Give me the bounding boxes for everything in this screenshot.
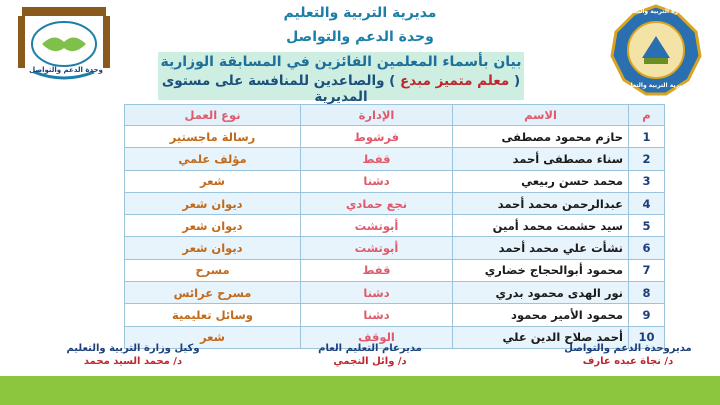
emblem-text-top: وزارة التربية والتعليم <box>624 8 688 15</box>
row-num: 8 <box>629 282 665 304</box>
row-admin: أبوتشت <box>301 237 453 259</box>
row-name: نور الهدى محمود بدري <box>453 282 629 304</box>
signature-center <box>290 342 450 368</box>
signature-name: د/ نجاة عبده عارف <box>582 356 674 367</box>
table-row <box>125 215 665 237</box>
table-row <box>125 148 665 170</box>
row-name: أحمد صلاح الدين علي <box>453 326 629 348</box>
row-name: حازم محمود مصطفى <box>453 126 629 148</box>
row-num: 9 <box>629 304 665 326</box>
signature-name: د/ وائل النجمي <box>333 356 407 367</box>
signature-name: د/ محمد السيد محمد <box>83 356 183 367</box>
table-row <box>125 126 665 148</box>
header-work: نوع العمل <box>125 105 301 126</box>
signature-left <box>48 342 218 368</box>
signature-title: مديرعام التعليم العام <box>318 343 422 354</box>
footer-bar <box>0 376 720 405</box>
row-admin: نجع حمادي <box>301 192 453 214</box>
signature-title: مديروحدة الدعم والتواصل <box>564 343 692 354</box>
row-name: محمود أبوالحجاج خضاري <box>453 259 629 281</box>
row-admin: قفط <box>301 148 453 170</box>
row-num: 4 <box>629 192 665 214</box>
row-num: 1 <box>629 126 665 148</box>
row-work: ديوان شعر <box>125 237 301 259</box>
row-work: رسالة ماجستير <box>125 126 301 148</box>
row-work: مؤلف علمي <box>125 148 301 170</box>
row-work: مسرح <box>125 259 301 281</box>
table-row <box>125 304 665 326</box>
directorate-heading: مديرية التربية والتعليم <box>283 5 437 21</box>
row-work: شعر <box>125 326 301 348</box>
subtitle-rest: ) والصاعدين للمنافسة على مستوى المديرية <box>161 73 401 105</box>
row-admin: قفط <box>301 259 453 281</box>
row-num: 7 <box>629 259 665 281</box>
row-work: وسائل تعليمية <box>125 304 301 326</box>
header-num: م <box>629 105 665 126</box>
row-name: محمود الأمير محمود <box>453 304 629 326</box>
emblem-text-bottom: مديرية التربية والتعليم <box>623 82 689 89</box>
signature-right <box>548 342 708 368</box>
header-admin: الإدارة <box>301 105 453 126</box>
row-num: 6 <box>629 237 665 259</box>
row-admin: دشنا <box>301 282 453 304</box>
title-banner <box>158 52 524 105</box>
row-name: نشأت علي محمد أحمد <box>453 237 629 259</box>
support-unit-logo <box>14 4 114 84</box>
row-name: سناء مصطفى أحمد <box>453 148 629 170</box>
row-num: 2 <box>629 148 665 170</box>
signature-title: وكيل وزارة التربية والتعليم <box>66 343 200 354</box>
document-subtitle <box>158 73 524 105</box>
table-row <box>125 192 665 214</box>
row-num: 5 <box>629 215 665 237</box>
row-name: عبدالرحمن محمد أحمد <box>453 192 629 214</box>
row-name: محمد حسن ربيعي <box>453 170 629 192</box>
row-work: شعر <box>125 170 301 192</box>
row-work: ديوان شعر <box>125 192 301 214</box>
row-admin: فرشوط <box>301 126 453 148</box>
table-header-row <box>125 105 665 126</box>
subtitle-open: ( <box>509 73 521 89</box>
row-name: سيد حشمت محمد أمين <box>453 215 629 237</box>
unit-heading: وحدة الدعم والتواصل <box>286 29 434 45</box>
winners-table <box>124 104 665 349</box>
table-row <box>125 237 665 259</box>
row-num: 3 <box>629 170 665 192</box>
row-work: ديوان شعر <box>125 215 301 237</box>
table-row <box>125 170 665 192</box>
row-admin: أبوتشت <box>301 215 453 237</box>
table-row <box>125 282 665 304</box>
category-highlight: معلم متميز مبدع <box>400 73 510 89</box>
logo-caption: وحدة الدعم والتواصل <box>29 66 103 74</box>
header-name: الاسم <box>453 105 629 126</box>
row-admin: دشنا <box>301 304 453 326</box>
table-row <box>125 259 665 281</box>
row-num: 10 <box>629 326 665 348</box>
row-work: مسرح عرائس <box>125 282 301 304</box>
row-admin: دشنا <box>301 170 453 192</box>
directorate-emblem <box>608 2 704 98</box>
row-admin: الوقف <box>301 326 453 348</box>
document-title: بيان بأسماء المعلمين الفائزين في المسابقة الوزارية <box>160 54 522 70</box>
